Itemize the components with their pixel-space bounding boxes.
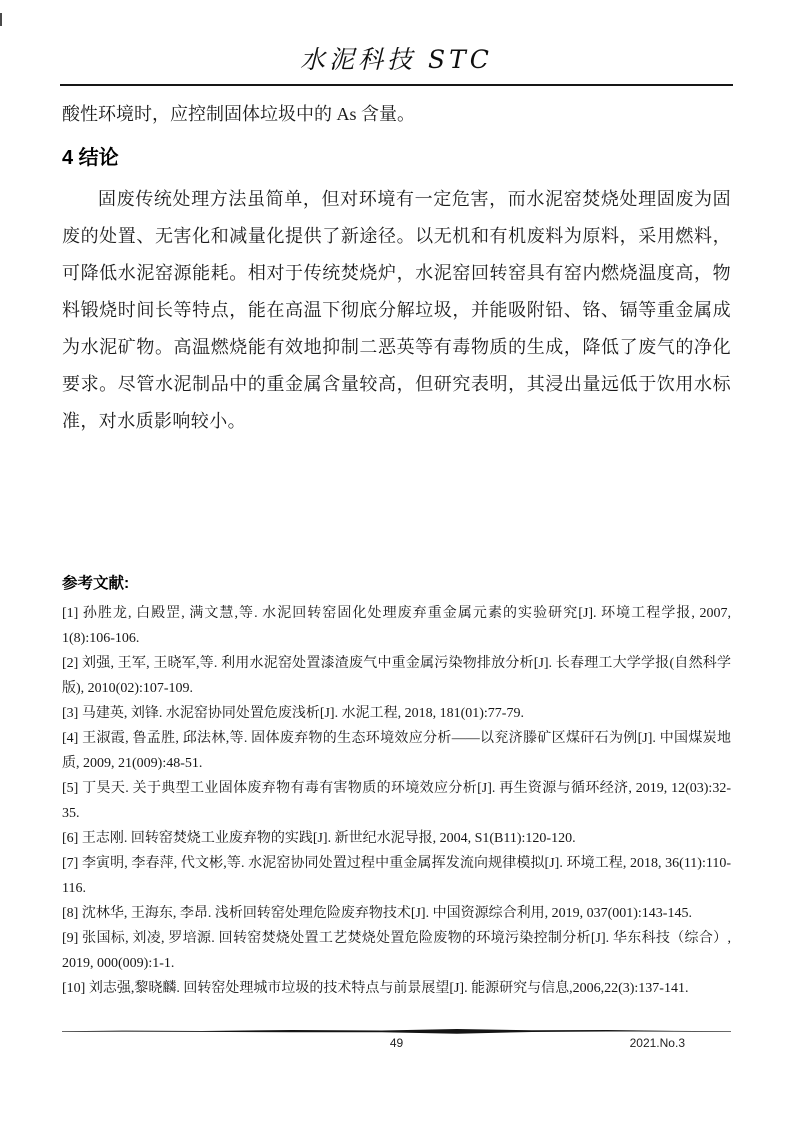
reference-item: [9] 张国标, 刘凌, 罗培源. 回转窑焚烧处置工艺焚烧处置危险废物的环境污染控制分析[J]. 华东科技（综合）, 2019, 000(009):1-1. xyxy=(62,931,731,972)
reference-item: [5] 丁昊天. 关于典型工业固体废弃物有毒有害物质的环境效应分析[J]. 再生资源与循环经济, 2019, 12(03):32-35. xyxy=(62,781,731,822)
reference-item: [10] 刘志强,黎晓麟. 回转窑处理城市垃圾的技术特点与前景展望[J]. 能源研究与信息,2006,22(3):137-141. xyxy=(62,981,689,997)
issue-label: 2021.No.3 xyxy=(629,1036,685,1050)
reference-item: [4] 王淑霞, 鲁孟胜, 邱法林,等. 固体废弃物的生态环境效应分析——以兖济滕矿区煤矸石为例[J]. 中国煤炭地质, 2009, 21(009):48-51. xyxy=(62,731,731,772)
reference-item: [8] 沈林华, 王海东, 李昂. 浅析回转窑处理危险废弃物技术[J]. 中国资源综合利用, 2019, 037(001):143-145. xyxy=(62,906,692,922)
page-body xyxy=(0,101,793,1001)
footer-decorative-rule xyxy=(62,1028,731,1035)
references-section xyxy=(62,574,731,1001)
reference-item: [3] 马建英, 刘锋. 水泥窑协同处置危废浅析[J]. 水泥工程, 2018, 181(01):77-79. xyxy=(62,706,524,722)
reference-item: [7] 李寅明, 李春萍, 代文彬,等. 水泥窑协同处置过程中重金属挥发流向规律模拟[J]. 环境工程, 2018, 36(11):110-116. xyxy=(62,856,731,897)
reference-item: [6] 王志刚. 回转窑焚烧工业废弃物的实践[J]. 新世纪水泥导报, 2004, S1(B11):120-120. xyxy=(62,831,576,847)
reference-item: [2] 刘强, 王军, 王晓军,等. 利用水泥窑处置漆渣废气中重金属污染物排放分析[J]. 长春理工大学学报(自然科学版), 2010(02):107-109. xyxy=(62,656,731,697)
references-heading: 参考文献: xyxy=(62,575,130,593)
conclusion-paragraph: 固废传统处理方法虽简单，但对环境有一定危害，而水泥窑焚烧处理固废为固废的处置、无害化和减量化提供了新途径。以无机和有机废料为原料，采用燃料，可降低水泥窑源能耗。相对于传统焚烧炉，水泥窑回转窑具有窑内燃烧温度高，物料锻烧时间长等特点，能在高温下彻底分解垃圾，并能吸附铅、铬、镉等重金属成为水泥矿物。高温燃烧能有效地抑制二恶英等有毒物质的生成，降低了废气的净化要求。尽管水泥制品中的重金属含量较高，但研究表明，其浸出量远低于饮用水标准，对水质影响较小。 xyxy=(62,189,731,432)
page-footer xyxy=(0,1028,793,1052)
lead-text: 酸性环境时，应控制固体垃圾中的 As 含量。 xyxy=(62,104,416,125)
page-header xyxy=(60,44,733,86)
journal-title: 水泥科技 STC xyxy=(300,45,493,74)
footer-text-row xyxy=(62,1036,731,1052)
section-heading-conclusion: 4 结论 xyxy=(62,147,119,170)
reference-item: [1] 孙胜龙, 白殿罡, 满文慧,等. 水泥回转窑固化处理废弃重金属元素的实验研究[J]. 环境工程学报, 2007, 1(8):106-106. xyxy=(62,606,731,647)
page-number: 49 xyxy=(389,1036,404,1050)
scan-artifact-mark xyxy=(0,13,2,26)
